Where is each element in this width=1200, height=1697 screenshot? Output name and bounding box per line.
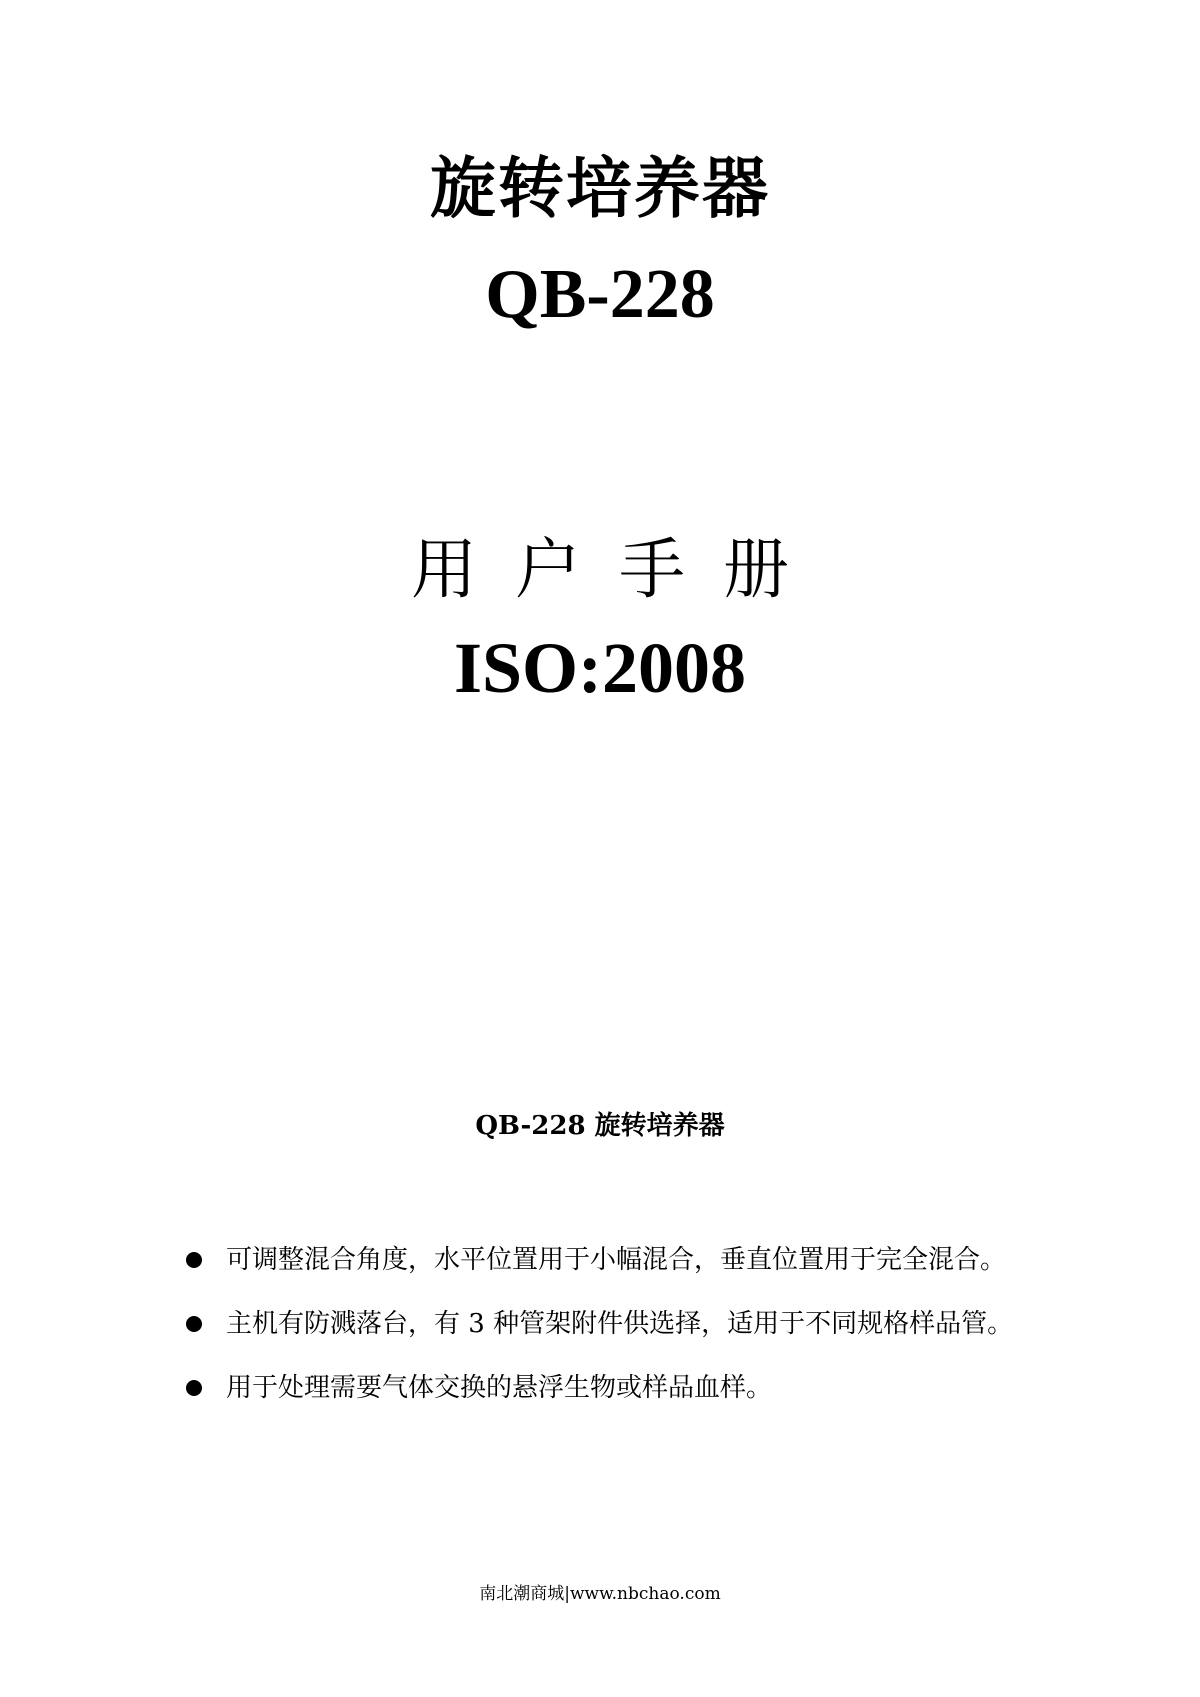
iso-standard: ISO:2008 xyxy=(453,628,747,708)
footer-text: 南北潮商城|www.nbchao.com xyxy=(479,1584,721,1604)
feature-text: 用于处理需要气体交换的悬浮生物或样品血样。 xyxy=(226,1373,773,1403)
feature-text: 可调整混合角度，水平位置用于小幅混合，垂直位置用于完全混合。 xyxy=(226,1245,1007,1275)
bullet-icon xyxy=(186,1380,202,1396)
product-title: 旋转培养器 xyxy=(430,149,770,227)
feature-item xyxy=(182,1292,1032,1356)
bullet-icon xyxy=(186,1252,202,1268)
model-number: QB-228 xyxy=(485,256,715,333)
bullet-icon xyxy=(186,1316,202,1332)
feature-item xyxy=(182,1356,1032,1420)
feature-text: 主机有防溅落台，有 3 种管架附件供选择，适用于不同规格样品管。 xyxy=(226,1309,1014,1339)
manual-title: 用户手册 xyxy=(411,531,827,608)
feature-list xyxy=(182,1228,1032,1420)
feature-item xyxy=(182,1228,1032,1292)
section-heading: QB-228 旋转培养器 xyxy=(475,1111,725,1141)
